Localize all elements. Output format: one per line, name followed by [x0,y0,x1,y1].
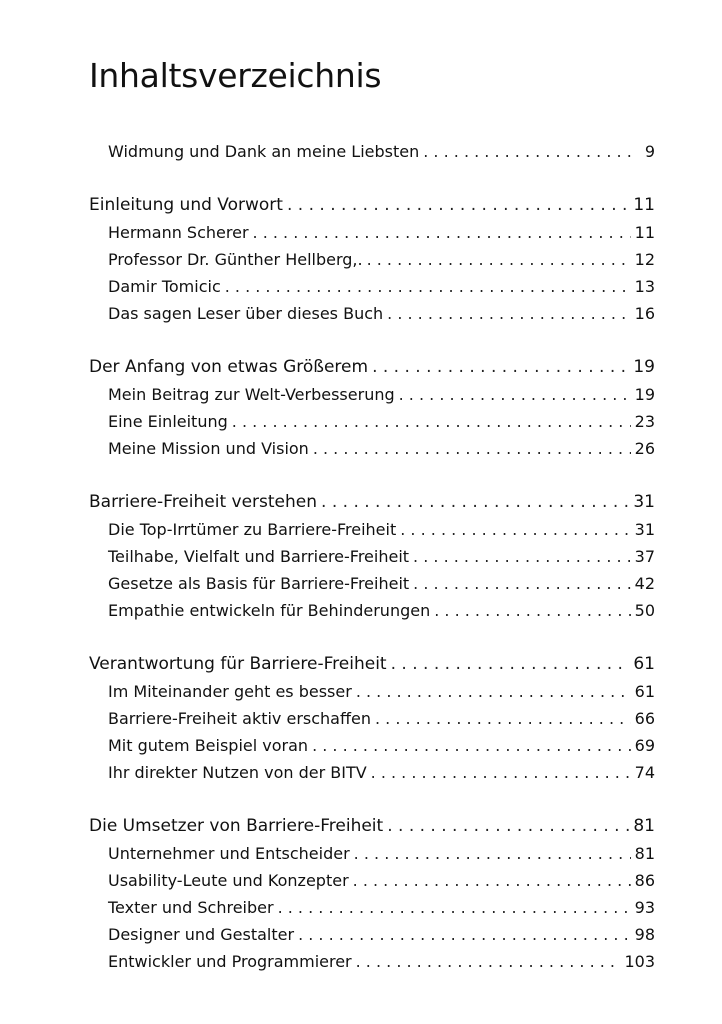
toc-entry-label: Mein Beitrag zur Welt-Verbesserung [108,385,395,404]
toc-entry-page: 61 [634,682,655,701]
toc-entry-page: 81 [634,844,655,863]
toc-entry-page: 11 [634,223,655,242]
toc-entry-page: 9 [644,142,655,161]
toc-section [89,813,655,975]
toc-entry[interactable] [89,570,655,597]
toc-entry-label: Entwickler und Programmierer [108,952,352,971]
section-spacer [89,624,655,651]
toc-entry-page: 13 [634,277,655,296]
dot-leader [400,516,630,543]
toc-entry-page: 16 [634,304,655,323]
dot-leader [399,381,631,408]
toc-entry-label: Teilhabe, Vielfalt und Barriere-Freiheit [108,547,410,566]
dot-leader [353,867,631,894]
dot-leader [423,138,637,165]
toc-entry-page: 66 [634,709,655,728]
page-title: Inhaltsverzeichnis [89,56,382,95]
toc-entry-page: 93 [634,898,655,917]
toc-section [89,489,655,624]
toc-entry-label: Gesetze als Basis für Barriere-Freiheit [108,574,410,593]
toc-entry-page: 23 [634,412,655,431]
dot-leader [287,192,629,219]
toc-entry[interactable] [89,246,655,273]
toc-entry[interactable] [89,381,655,408]
dot-leader [298,921,631,948]
dot-leader [387,300,631,327]
toc-entry-label: Hermann Scherer [108,223,249,242]
toc-entry[interactable] [89,759,655,786]
toc-entry-label: Texter und Schreiber [108,898,274,917]
toc-entry-page: 50 [634,601,655,620]
toc-section [89,192,655,327]
dot-leader [232,408,631,435]
toc-entry-label: Empathie entwickeln für Behinderungen [108,601,431,620]
toc-entry[interactable] [89,678,655,705]
toc-entry-label: Die Top-Irrtümer zu Barriere-Freiheit [108,520,397,539]
dot-leader [356,678,631,705]
dot-leader [354,840,631,867]
dot-leader [434,597,630,624]
section-spacer [89,786,655,813]
toc-entry-label: Eine Einleitung [108,412,228,431]
toc-section-dedication [89,138,655,165]
section-spacer [89,327,655,354]
toc-chapter[interactable] [89,813,655,840]
toc-entry[interactable] [89,705,655,732]
toc-chapter-label: Der Anfang von etwas Größerem [89,357,369,377]
toc-entry-label: Designer und Gestalter [108,925,295,944]
toc-section [89,651,655,786]
toc-entry[interactable] [89,732,655,759]
toc-chapter-page: 31 [633,492,655,512]
dot-leader [321,489,629,516]
table-of-contents [89,138,655,975]
toc-chapter-page: 19 [633,357,655,377]
toc-chapter-page: 81 [633,816,655,836]
toc-entry-page: 74 [634,763,655,782]
toc-entry[interactable] [89,408,655,435]
toc-entry[interactable] [89,840,655,867]
toc-entry[interactable] [89,300,655,327]
toc-entry[interactable] [89,219,655,246]
toc-entry-page: 103 [624,952,655,971]
toc-chapter-page: 61 [633,654,655,674]
dot-leader [356,948,621,975]
dot-leader [371,759,631,786]
toc-entry[interactable] [89,273,655,300]
toc-entry-label: Professor Dr. Günther Hellberg,. [108,250,363,269]
toc-chapter-page: 11 [633,195,655,215]
dot-leader [413,543,631,570]
dot-leader [375,705,631,732]
toc-entry-label: Barriere-Freiheit aktiv erschaffen [108,709,371,728]
dot-leader [312,732,631,759]
dot-leader [387,813,629,840]
toc-entry[interactable] [89,894,655,921]
toc-section [89,354,655,462]
toc-entry-page: 12 [634,250,655,269]
toc-entry-page: 37 [634,547,655,566]
toc-entry-label: Ihr direkter Nutzen von der BITV [108,763,367,782]
toc-entry-label: Unternehmer und Entscheider [108,844,350,863]
toc-entry-page: 69 [634,736,655,755]
section-spacer [89,165,655,192]
toc-entry-label: Im Miteinander geht es besser [108,682,352,701]
toc-entry-label: Mit gutem Beispiel voran [108,736,309,755]
toc-entry[interactable] [89,948,655,975]
toc-entry[interactable] [89,516,655,543]
toc-entry-page: 42 [634,574,655,593]
toc-entry[interactable] [89,435,655,462]
dot-leader [225,273,631,300]
dot-leader [278,894,631,921]
toc-entry-label: Meine Mission und Vision [108,439,309,458]
dot-leader [391,651,630,678]
toc-entry-page: 31 [634,520,655,539]
toc-chapter-label: Verantwortung für Barriere-Freiheit [89,654,387,674]
toc-entry[interactable] [89,543,655,570]
dot-leader [413,570,630,597]
dot-leader [253,219,631,246]
toc-chapter-label: Die Umsetzer von Barriere-Freiheit [89,816,384,836]
toc-chapter[interactable] [89,651,655,678]
toc-entry-label: Damir Tomicic [108,277,221,296]
toc-entry-label: Das sagen Leser über dieses Buch [108,304,384,323]
toc-chapter-label: Einleitung und Vorwort [89,195,283,215]
toc-chapter[interactable] [89,192,655,219]
section-spacer [89,462,655,489]
toc-entry-page: 98 [634,925,655,944]
toc-entry[interactable] [89,597,655,624]
toc-entry-page: 86 [634,871,655,890]
toc-chapter[interactable] [89,354,655,381]
toc-entry[interactable] [89,921,655,948]
dot-leader [367,246,631,273]
dot-leader [372,354,629,381]
toc-entry[interactable] [89,867,655,894]
toc-chapter[interactable] [89,489,655,516]
toc-entry-label: Widmung und Dank an meine Liebsten [108,142,420,161]
toc-entry-page: 19 [634,385,655,404]
toc-entry-page: 26 [634,439,655,458]
toc-entry[interactable] [89,138,655,165]
toc-entry-label: Usability-Leute und Konzepter [108,871,349,890]
dot-leader [313,435,631,462]
toc-chapter-label: Barriere-Freiheit verstehen [89,492,318,512]
